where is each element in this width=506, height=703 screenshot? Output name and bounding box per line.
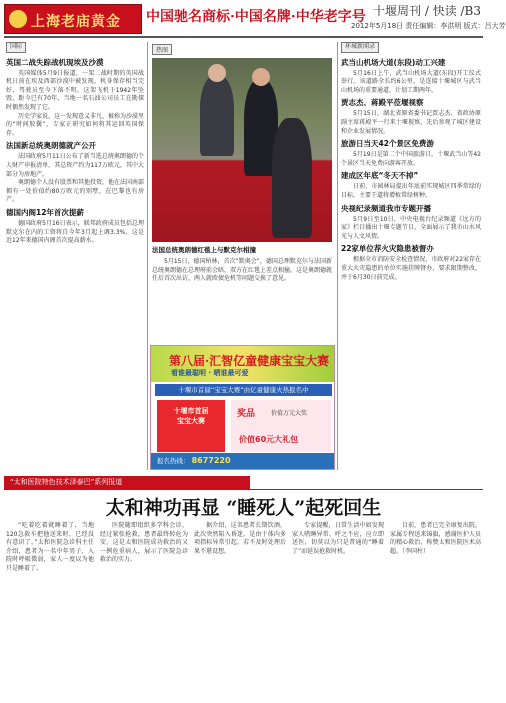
article-body: 5月16日上午，武当山机场大道(东段)开工仪式举行。该道路全长约6公里，是连接十堰城区与武当山机场的重要通道，计划工期两年。	[341, 69, 481, 94]
feature-headline[interactable]: 太和神功再显 “睡死人”起死回生	[105, 497, 382, 519]
feature-body: “吃着吃着就睡着了，当地120急救车把他送来时，已经没有意识了。”太和医院急诊科主任介绍，患者为一名中年男子，入院时呼吸微弱，家人一度以为他只是睡着了。	[6, 522, 94, 572]
article-body: 5月15日，湖北省原省委书记贾志杰、省政协原副主席蒋殿平一行来十堰视察，先后参观了城区建设和企业发展情况。	[341, 110, 481, 135]
article-body: 根据全市消防安全检查情况，市政府对22家存在重大火灾隐患的单位实施挂牌督办，要求限期整改，并于6月30日前完成。	[341, 256, 481, 281]
ad-title: 第八届·汇智亿童健康宝宝大赛	[169, 354, 330, 368]
ad-promo-line: 宝宝大赛	[177, 417, 205, 425]
feature-column-5	[390, 522, 481, 698]
article-body: 历史学家说，这一发现意义非凡，被称为沙漠里的“时间胶囊”，专家正研究如何将其运回英国保存。	[6, 112, 145, 137]
section-tag-international: 国际	[6, 42, 26, 53]
ad-prize-label: 奖品	[237, 409, 256, 419]
article-body: 英国媒体5月9日报道，一架二战时期的英国战机日前在埃及西部沙漠中被发现，机身保存相当完好，驾驶员至今下落不明。这架飞机于1942年坠毁，距今已有70年，当地一名石油公司员工在勘探时偶然发现了它。	[6, 69, 144, 111]
ad-prize-box	[231, 400, 331, 452]
series-banner: “太和医院特色技术泽泰巴”系列报道	[4, 476, 250, 489]
article-headline[interactable]: 德国内阁12年首次提薪	[6, 207, 84, 217]
brand-logo	[4, 4, 142, 34]
column-divider	[337, 42, 338, 470]
article-body: 奥朗德个人没有股票和其他投资，他在法国南部拥有一处价值约80万欧元的别墅，在巴黎也有房产。	[6, 179, 145, 204]
feature-body: 据介绍，这名患者长期饮酒，此次突然陷入昏迷，是由于体内多项指标异常引起，若不及时处理后果不堪设想。	[194, 522, 286, 555]
photo-figure-left	[200, 76, 234, 156]
page-label: 十堰周刊 / 快读 /B3	[373, 4, 481, 18]
article-body: 法国政府5月11日公布了新当选总统奥朗德的个人财产申报清单，其总资产约为117万欧元，其中大部分为房地产。	[6, 153, 144, 178]
ad-strap: 十堰市首届“宝宝大赛”由亿童健康火热报名中	[155, 384, 332, 396]
right-column	[341, 42, 481, 470]
ad-promo-box	[157, 400, 225, 452]
section-tag-city: 环城新闻录	[341, 42, 379, 53]
ad-prize-sub: 价值万元大奖	[271, 410, 308, 417]
logo-emblem-icon	[9, 10, 27, 28]
header-divider	[4, 36, 483, 38]
section-tag-photo: 热图	[152, 44, 172, 55]
article-body: 5月9日至10日，中央电视台纪录频道《远方的家》栏目播出十堰专题节目，全面展示了我市山水风光与人文风情。	[341, 215, 481, 240]
photo-face-right	[252, 68, 270, 86]
feature-body: 目前，患者已完全康复出院。家属专程送来锦旗，感谢医护人员的精心救治，称赞太和医院医术高超。（李国柱）	[390, 522, 481, 555]
issue-meta: 2012年5月18日 责任编辑：李洪明 版式：吕大芳	[351, 22, 506, 30]
article-headline[interactable]: 武当山机场大道(东段)动工兴建	[341, 57, 446, 67]
article-body: 德国政府5月16日表示，联邦政府成员包括总理默克尔在内的工资将自今年3月起上调3.3%，这是近12年来德国内阁首次提高薪水。	[6, 219, 144, 245]
feature-column-2	[100, 522, 188, 698]
feature-column-1	[6, 522, 94, 698]
article-headline[interactable]: 英国二战失踪战机现埃及沙漠	[6, 57, 104, 67]
photo-story-body: 5月15日，德国柏林，首次“默奥会”，德国总理默克尔与法国新总统奥朗德在总理府前会晤，双方在红毯上差点相撞。这是奥朗德就任后首次出访，两人就欧债危机等问题交换了意见。	[152, 258, 333, 283]
article-headline[interactable]: 22家单位荐火灾隐患被督办	[341, 244, 434, 254]
photo-story	[152, 258, 332, 340]
article-headline[interactable]: 贾志杰、蒋殿平莅堰视察	[341, 98, 424, 108]
photo-caption: 法国总统奥朗德红毯上与默克尔相撞	[152, 246, 256, 254]
ad-hotline-phone[interactable]: 8677220	[191, 456, 231, 465]
feature-body: 专家提醒，日常生活中如发现家人嗜睡异常、呼之不应，应立即送医，切莫以为只是普通的“睡着了”而延误抢救时机。	[292, 522, 384, 555]
ad-hotline-label: 报名热线：	[157, 457, 190, 465]
article-headline[interactable]: 旅游日当天42个景区免费游	[341, 139, 434, 149]
article-headline[interactable]: 建成区年底“冬天不掉”	[341, 171, 419, 181]
article-body: 日前，市园林局提出年底前实现城区四季常绿的目标，主要干道将增植常绿树种。	[341, 183, 481, 199]
header-slogan: 中国驰名商标·中国名牌·中华老字号	[146, 9, 366, 25]
article-body: 5月19日是第二个中国旅游日，十堰武当山等42个景区当天免费向游客开放。	[341, 151, 481, 167]
ad-hotline	[151, 453, 334, 469]
feature-column-3	[194, 522, 286, 698]
page-info	[351, 2, 506, 31]
article-headline[interactable]: 法国新总统奥朗德就产公开	[6, 141, 96, 151]
ad-prize-highlight: 价值60元大礼包	[239, 435, 299, 444]
feature-body: 医院随即组织多学科会诊，经过紧张抢救，患者最终转危为安。这是太和医院成功救治的又一例危重病人，展示了医院急诊救治的实力。	[100, 522, 188, 564]
advert-baby-contest[interactable]	[150, 345, 335, 470]
column-divider	[147, 42, 148, 470]
logo-text: 上海老庙黄金	[31, 14, 121, 30]
ad-subtitle: 看谁最聪明 · 晒谁最可爱	[171, 369, 249, 377]
photo-figure-guard	[272, 118, 312, 238]
left-column	[6, 42, 144, 470]
article-headline[interactable]: 央视纪录频道我市专题开播	[341, 203, 431, 213]
photo-face-left	[208, 64, 226, 82]
section-divider	[4, 489, 483, 490]
feature-column-4	[292, 522, 384, 698]
news-photo[interactable]	[152, 58, 332, 242]
ad-promo-line: 十堰市首届	[173, 407, 209, 415]
